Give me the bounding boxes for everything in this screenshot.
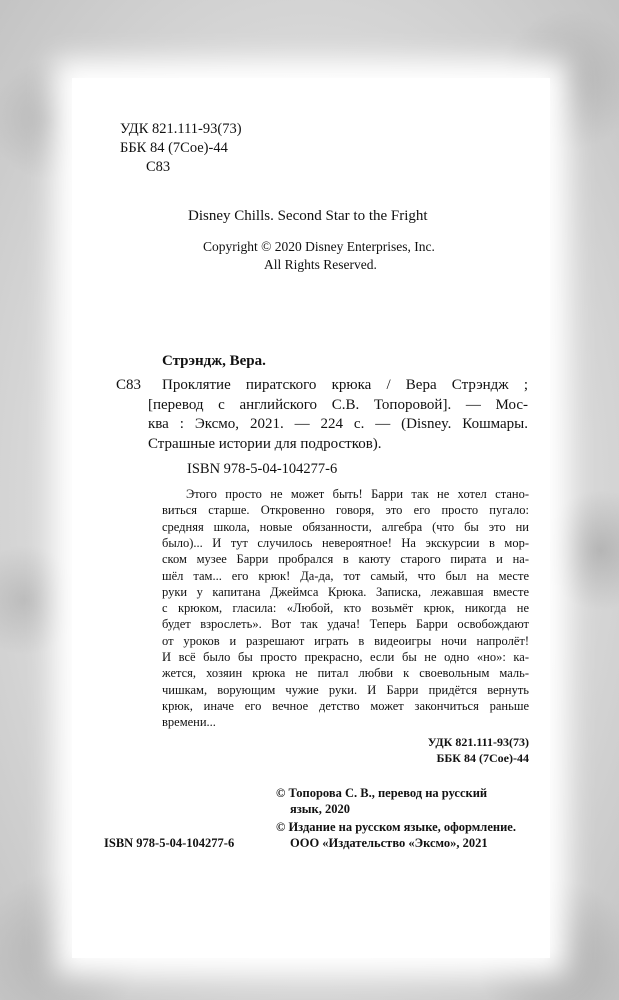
annotation-line: Этого просто не может быть! Барри так не хотел стано-: [186, 487, 529, 501]
bib-mark: С83: [116, 377, 142, 393]
bib-description-line-2: [перевод с английского С.В. Топоровой]. — Мос-: [148, 396, 528, 413]
bottom-bbk-code: ББК 84 (7Сое)-44: [436, 751, 529, 765]
annotation-line: крюк, иначе его вечное детство может закончиться раньше: [162, 698, 529, 713]
copyright-line-2: All Rights Reserved.: [264, 257, 377, 272]
original-title: Disney Chills. Second Star to the Fright: [188, 208, 428, 224]
annotation-line: шёл там... его крюк! Да-да, тот самый, что был на месте: [162, 568, 529, 583]
bbk-code: ББК 84 (7Сое)-44: [120, 140, 228, 156]
annotation-line: времени...: [162, 715, 216, 730]
annotation-line: руки у капитана Джеймса Крюка. Записка, лежавшая вместе: [162, 584, 529, 599]
rights-line-3: © Издание на русском языке, оформление.: [276, 820, 516, 834]
copyright-line-1: Copyright © 2020 Disney Enterprises, Inc.: [203, 239, 435, 254]
annotation-line: жется, хозяин крюка не питал любви к своевольным маль-: [162, 666, 529, 681]
bib-author: Стрэндж, Вера.: [162, 353, 266, 369]
rights-line-4: ООО «Издательство «Эксмо», 2021: [290, 836, 488, 850]
annotation-line: виться старше. Откровенно говоря, это его просто пугало:: [162, 503, 529, 518]
bib-description-line-3: ква : Эксмо, 2021. — 224 с. — (Disney. Кошмары.: [148, 416, 528, 432]
rights-line-2: язык, 2020: [290, 802, 350, 816]
author-mark: С83: [146, 159, 171, 175]
annotation-line: средняя школа, новые обязанности, алгебра (что бы это ни: [162, 519, 529, 534]
annotation-line: ском музее Барри пробрался в каюту старого пирата и на-: [162, 552, 529, 567]
annotation-line: чишкам, ворующим чужие руки. И Барри придётся вернуть: [162, 682, 529, 697]
bib-description-line-4: Страшные истории для подростков).: [148, 435, 382, 452]
annotation-line: будет взрослеть». Вот так удача! Теперь Барри освобождают: [162, 617, 529, 632]
bib-description-line-1: Проклятие пиратского крюка / Вера Стрэндж ;: [162, 377, 528, 393]
bib-isbn: ISBN 978-5-04-104277-6: [187, 461, 338, 477]
annotation-line: было)... И тут случилось невероятное! На экскурсии в мор-: [162, 535, 529, 550]
bottom-udk-code: УДК 821.111-93(73): [427, 735, 529, 749]
rights-line-1: © Топорова С. В., перевод на русский: [276, 786, 488, 800]
annotation-line: от уроков и разрешают играть в видеоигры ночи напролёт!: [162, 633, 529, 648]
udk-code: УДК 821.111-93(73): [120, 121, 242, 137]
annotation-line: И всё было бы просто прекрасно, если бы не одно «но»: ка-: [162, 650, 529, 664]
annotation-line: с крюком, гласила: «Любой, кто возьмёт крюк, никогда не: [162, 601, 529, 616]
bottom-isbn: ISBN 978-5-04-104277-6: [104, 836, 235, 850]
